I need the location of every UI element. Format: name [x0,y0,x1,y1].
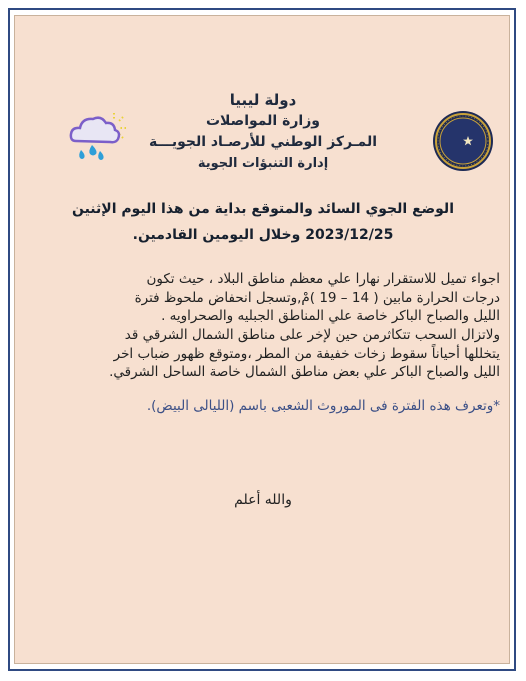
ministry-name: وزارة المواصلات [205,113,320,129]
country-name: دولة ليبيا [229,91,297,109]
headline-line-1: الوضع الجوي السائد والمتوقع بداية من هذا اليوم الإثنين [71,201,454,217]
paragraph-line: درجات الحرارة مابين ( 14 – 19 )مْ,وتسجل انحفاض ملحوظ فترة [134,289,500,306]
closing-phrase: والله أعلم [234,492,292,508]
forecast-paragraph-1 [30,270,500,326]
department-name: إدارة التنبؤات الجوية [197,156,329,171]
paragraph-line: ولاتزال السحب تتكاثرمن حين لإخر على مناطق الشمال الشرقي قد [124,327,500,343]
center-name: المـركز الوطني للأرصـاد الجويـــة [148,134,378,150]
paragraph-line: الليل والصباح الباكر علي بعض مناطق الشمال خاصة الساحل الشرقي. [109,364,500,380]
paragraph-line: يتخللها أحياناً سقوط زخات خفيفة من المطر ،ومتوقع ظهور ضباب اخر [113,345,500,362]
headline-line-2: 2023/12/25 وخلال اليومين القادمين. [132,227,394,243]
folk-note: *وتعرف هذه الفترة فى الموروث الشعبى باسم (الليالى البيض). [146,398,500,414]
forecast-paragraph-2 [30,326,500,382]
paragraph-line: الليل والصباح الباكر خاصة علي المناطق الجبليه والصحراويه . [161,308,500,324]
document-header [0,90,526,174]
paragraph-line: اجواء تميل للاستقرار نهارا علي معظم مناطق البلاد ، حيث تكون [146,271,500,287]
